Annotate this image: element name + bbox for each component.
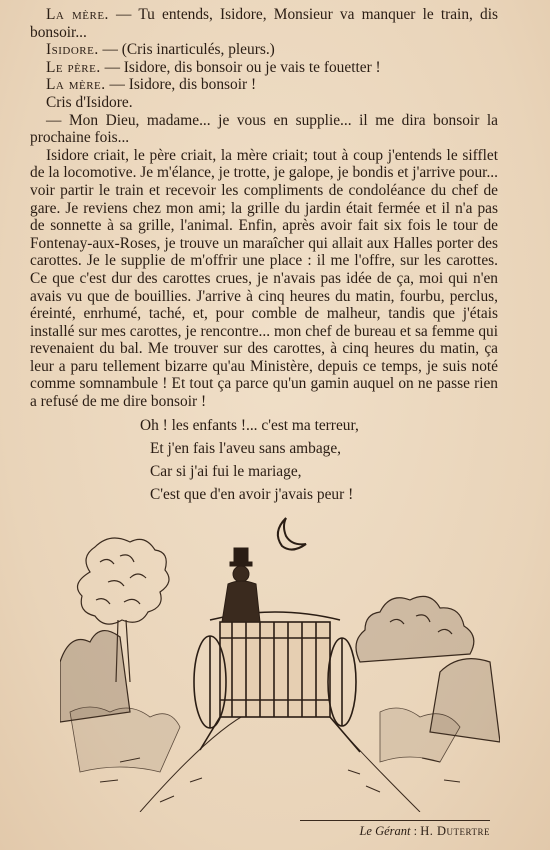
dialogue-line: — Mon Dieu, madame... je vous en supplie... il me dira bonsoir la prochaine fois...	[30, 111, 498, 147]
dialogue-text: — (Cris inarticulés, pleurs.)	[98, 41, 275, 59]
footer-label: Le Gérant	[359, 824, 411, 838]
narrative-paragraph: Isidore criait, le père criait, la mère criait; tout à coup j'entends le sifflet de la locomotive. Je m'élance, je trotte, je galope, je bondis et j'arrive pour... voir partir le train et recevoir les compliments de condoléance du chef de gare. Je reviens chez mon ami; la grille du jardin était fermée et il n'a pas de sonnette à sa grille, l'animal. Enfin, après avoir fait six fois le tour de Fontenay-aux-Roses, je trouve un maraîcher qui allait aux Halles porter des carottes. Je le supplie de m'offrir une place : il me l'offre, sur les carottes. Ce que c'est dur des carottes crues, je n'avais pas idée de ça, moi qui n'en avais vu que de bouillies. J'arrive à cinq heures du matin, fourbu, perclus, éreinté, enrhumé, taché, et, pour comble de malheur, tandis que j'étais installé sur mes carottes, je rencontre... mon chef de bureau et sa femme qui revenaient du bal. Me trouver sur des carottes, à cinq heures du matin, ça leur a paru tellement bizarre qu'au Ministère, depuis ce temps, je suis noté comme somnambule ! Et tout ça parce qu'un gamin auquel on ne passe rien a refusé de me dire bonsoir !	[30, 146, 498, 411]
left-trees	[60, 538, 169, 722]
verse-stanza	[140, 414, 480, 506]
speaker-name: La mère.	[46, 6, 109, 23]
dialogue-text: — Isidore, dis bonsoir ou je vais te fouetter !	[100, 58, 381, 76]
dialogue-line	[30, 59, 498, 77]
footer-separator: :	[410, 824, 421, 838]
stage-direction: Cris d'Isidore.	[46, 93, 133, 111]
cart	[194, 612, 360, 752]
speaker-name: La mère.	[46, 76, 106, 94]
dialogue-line	[30, 6, 498, 41]
speaker-name: Isidore.	[46, 41, 99, 59]
cart-illustration	[60, 512, 500, 812]
dialogue-text: — Tu entends, Isidore, Monsieur va manquer le train, dis bonsoir...	[30, 6, 498, 41]
dialogue-line	[30, 76, 498, 94]
verse-line: Car si j'ai fui le mariage,	[150, 463, 302, 480]
driver-figure	[222, 548, 260, 622]
footer-name: H. Dutertre	[420, 824, 490, 838]
dialogue-text: — Isidore, dis bonsoir !	[105, 76, 257, 94]
verse-line: Et j'en fais l'aveu sans ambage,	[150, 440, 342, 457]
prose-block	[30, 6, 498, 411]
crescent-moon-icon	[278, 518, 306, 550]
publisher-footer	[300, 820, 490, 839]
speaker-name: Le père.	[46, 58, 101, 76]
dialogue-line	[30, 41, 498, 59]
verse-line: C'est que d'en avoir j'avais peur !	[150, 486, 354, 503]
verse-line: Oh ! les enfants !... c'est ma terreur,	[140, 417, 359, 434]
